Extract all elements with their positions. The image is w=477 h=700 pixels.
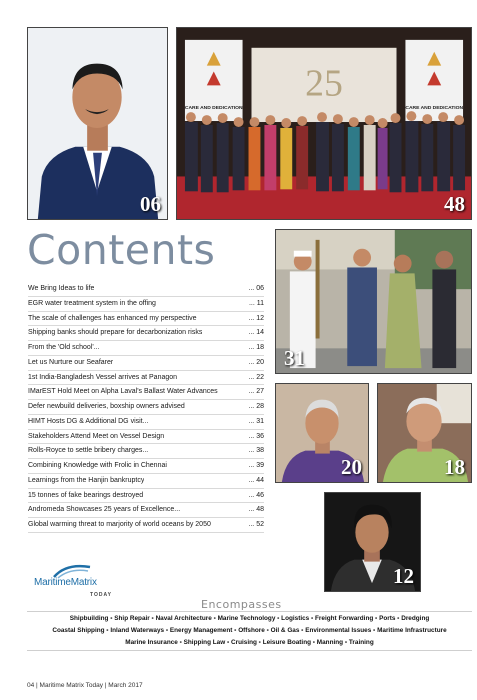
photo-page-number: 31 — [284, 346, 305, 370]
topic-tag: Offshore — [238, 627, 265, 634]
toc-item[interactable] — [28, 341, 264, 356]
toc-item[interactable] — [28, 503, 264, 518]
toc-item-title: The scale of challenges has enhanced my perspective — [28, 314, 197, 322]
separator-dot-icon: • — [149, 615, 156, 622]
toc-item-page: ... 18 — [248, 344, 264, 351]
toc-item[interactable] — [28, 489, 264, 504]
toc-item-page: ... 52 — [248, 521, 264, 528]
maritime-matrix-logo[interactable] — [32, 563, 144, 605]
table-of-contents — [28, 282, 264, 533]
toc-item-page: ... 22 — [248, 373, 264, 381]
toc-item[interactable] — [28, 518, 264, 533]
photo-page-number: 20 — [341, 455, 362, 479]
toc-item-title: HIMT Hosts DG & Additional DG visit... — [28, 417, 149, 425]
toc-item-title: We Bring Ideas to life — [28, 285, 95, 292]
toc-item-page: ... 14 — [248, 329, 264, 337]
separator-dot-icon: • — [373, 615, 380, 622]
toc-item[interactable] — [28, 356, 264, 371]
logo-name: MaritimeMatrix — [34, 577, 97, 588]
photo-portrait-page-18[interactable] — [377, 383, 472, 483]
toc-item-page: ... 28 — [248, 403, 264, 410]
separator-dot-icon: • — [232, 627, 239, 634]
topic-tag: Coastal Shipping — [52, 627, 105, 634]
separator-dot-icon: • — [164, 627, 170, 634]
topics-line-1 — [27, 613, 472, 624]
topics-line-2 — [27, 625, 472, 636]
topic-tag: Training — [348, 639, 374, 646]
photo-page-number: 06 — [140, 192, 161, 216]
toc-item-title: Learnings from the Hanjin bankruptcy — [28, 476, 145, 484]
photo-page-number: 12 — [393, 564, 414, 588]
topic-tag: Manning — [316, 639, 344, 646]
toc-item-title: Defer newbuild deliveries, boxship owners advised — [28, 403, 185, 410]
topic-tag: Logistics — [281, 615, 310, 622]
toc-item[interactable] — [28, 282, 264, 297]
topic-tag: Shipbuilding — [69, 615, 109, 622]
toc-item-title: Andromeda Showcases 25 years of Excellence... — [28, 506, 181, 514]
banner-right-text: CARE AND DEDICATION — [405, 106, 464, 112]
toc-item-title: EGR water treatment system in the offing — [28, 299, 156, 307]
topic-tag: Marine Insurance — [125, 639, 178, 646]
topic-tag: Shipping Law — [183, 639, 226, 646]
topic-tag: Freight Forwarding — [315, 615, 374, 622]
separator-dot-icon: • — [275, 615, 282, 622]
topic-tag: Cruising — [230, 639, 257, 646]
ceremony-officials-image — [276, 230, 471, 373]
photo-portrait-page-06[interactable] — [27, 27, 168, 220]
toc-item[interactable] — [28, 312, 264, 327]
photo-portrait-page-12[interactable] — [324, 492, 421, 592]
toc-item-page: ... 46 — [248, 491, 264, 499]
topic-tag: Maritime Infrastructure — [377, 627, 447, 634]
toc-item-page: ... 12 — [248, 314, 264, 322]
toc-item[interactable] — [28, 474, 264, 489]
separator-dot-icon: • — [256, 639, 263, 646]
toc-item-title: Global warming threat to marjority of world oceans by 2050 — [28, 521, 211, 528]
banner-left-text: CARE AND DEDICATION — [184, 106, 243, 112]
toc-item-title: Shipping banks should prepare for decarbonization risks — [28, 329, 203, 337]
topics-line-3 — [27, 637, 472, 648]
toc-item-title: From the 'Old school'... — [28, 344, 100, 351]
page-footer: 04 | Maritime Matrix Today | March 2017 — [27, 682, 143, 689]
toc-item-title: Stakeholders Attend Meet on Vessel Design — [28, 432, 165, 440]
topic-tag: Dredging — [401, 615, 430, 622]
separator-dot-icon: • — [311, 639, 317, 646]
toc-item-page: ... 48 — [248, 506, 264, 514]
separator-dot-icon: • — [264, 627, 271, 634]
separator-dot-icon: • — [309, 615, 316, 622]
toc-item-page: ... 11 — [248, 299, 264, 307]
divider-bottom — [27, 650, 472, 651]
toc-item[interactable] — [28, 297, 264, 312]
toc-item[interactable] — [28, 430, 264, 445]
group-celebration-image — [177, 28, 471, 219]
topic-tag: Ship Repair — [114, 615, 150, 622]
photo-page-number: 48 — [444, 192, 465, 216]
toc-item-title: IMarEST Hold Meet on Alpha Laval's Ballast Water Advances — [28, 388, 218, 396]
toc-item-page: ... 44 — [248, 476, 264, 484]
separator-dot-icon: • — [395, 615, 402, 622]
toc-item[interactable] — [28, 326, 264, 341]
toc-item-page: ... 39 — [248, 462, 264, 469]
logo-tagline: TODAY — [90, 592, 112, 598]
separator-dot-icon: • — [108, 615, 115, 622]
anniversary-number: 25 — [305, 62, 343, 105]
toc-item-title: Combining Knowledge with Frolic in Chennai — [28, 462, 167, 469]
toc-item-page: ... 20 — [248, 358, 264, 366]
topic-tag: Leisure Boating — [262, 639, 311, 646]
photo-ceremony-page-31[interactable] — [275, 229, 472, 374]
topic-tag: Inland Waterways — [110, 627, 165, 634]
topic-tag: Marine Technology — [217, 615, 276, 622]
toc-item[interactable] — [28, 415, 264, 430]
toc-item-page: ... 06 — [248, 285, 264, 292]
toc-item-page: ... 38 — [248, 447, 264, 455]
toc-item-page: ... 27 — [248, 388, 264, 396]
photo-page-number: 18 — [444, 455, 465, 479]
separator-dot-icon: • — [371, 627, 378, 634]
separator-dot-icon: • — [299, 627, 306, 634]
toc-item-title: 1st India-Bangladesh Vessel arrives at Panagon — [28, 373, 178, 381]
toc-item-title: 15 tonnes of fake bearings destroyed — [28, 491, 144, 499]
topic-tag: Ports — [379, 615, 396, 622]
contents-title: Contents — [27, 226, 216, 274]
toc-item-title: Rolls-Royce to settle bribery charges... — [28, 447, 149, 455]
toc-item-title: Let us Nurture our Seafarer — [28, 358, 114, 366]
topic-tag: Naval Architecture — [155, 615, 212, 622]
toc-item-page: ... 31 — [248, 417, 264, 425]
separator-dot-icon: • — [343, 639, 349, 646]
portrait-man-suit-image — [28, 28, 167, 219]
separator-dot-icon: • — [104, 627, 111, 634]
toc-item[interactable] — [28, 459, 264, 474]
toc-item[interactable] — [28, 400, 264, 415]
toc-item[interactable] — [28, 444, 264, 459]
topic-tag: Environmental Issues — [305, 627, 372, 634]
encompasses-heading: Encompasses — [201, 598, 282, 611]
photo-group-event-page-48[interactable] — [176, 27, 472, 220]
toc-item[interactable] — [28, 385, 264, 400]
photo-portrait-page-20[interactable] — [275, 383, 369, 483]
separator-dot-icon: • — [225, 639, 231, 646]
topic-tag: Oil & Gas — [270, 627, 300, 634]
separator-dot-icon: • — [211, 615, 218, 622]
topic-tag: Energy Management — [169, 627, 233, 634]
toc-item[interactable] — [28, 371, 264, 386]
toc-item-page: ... 36 — [248, 432, 264, 440]
separator-dot-icon: • — [177, 639, 184, 646]
divider-top — [27, 611, 472, 612]
